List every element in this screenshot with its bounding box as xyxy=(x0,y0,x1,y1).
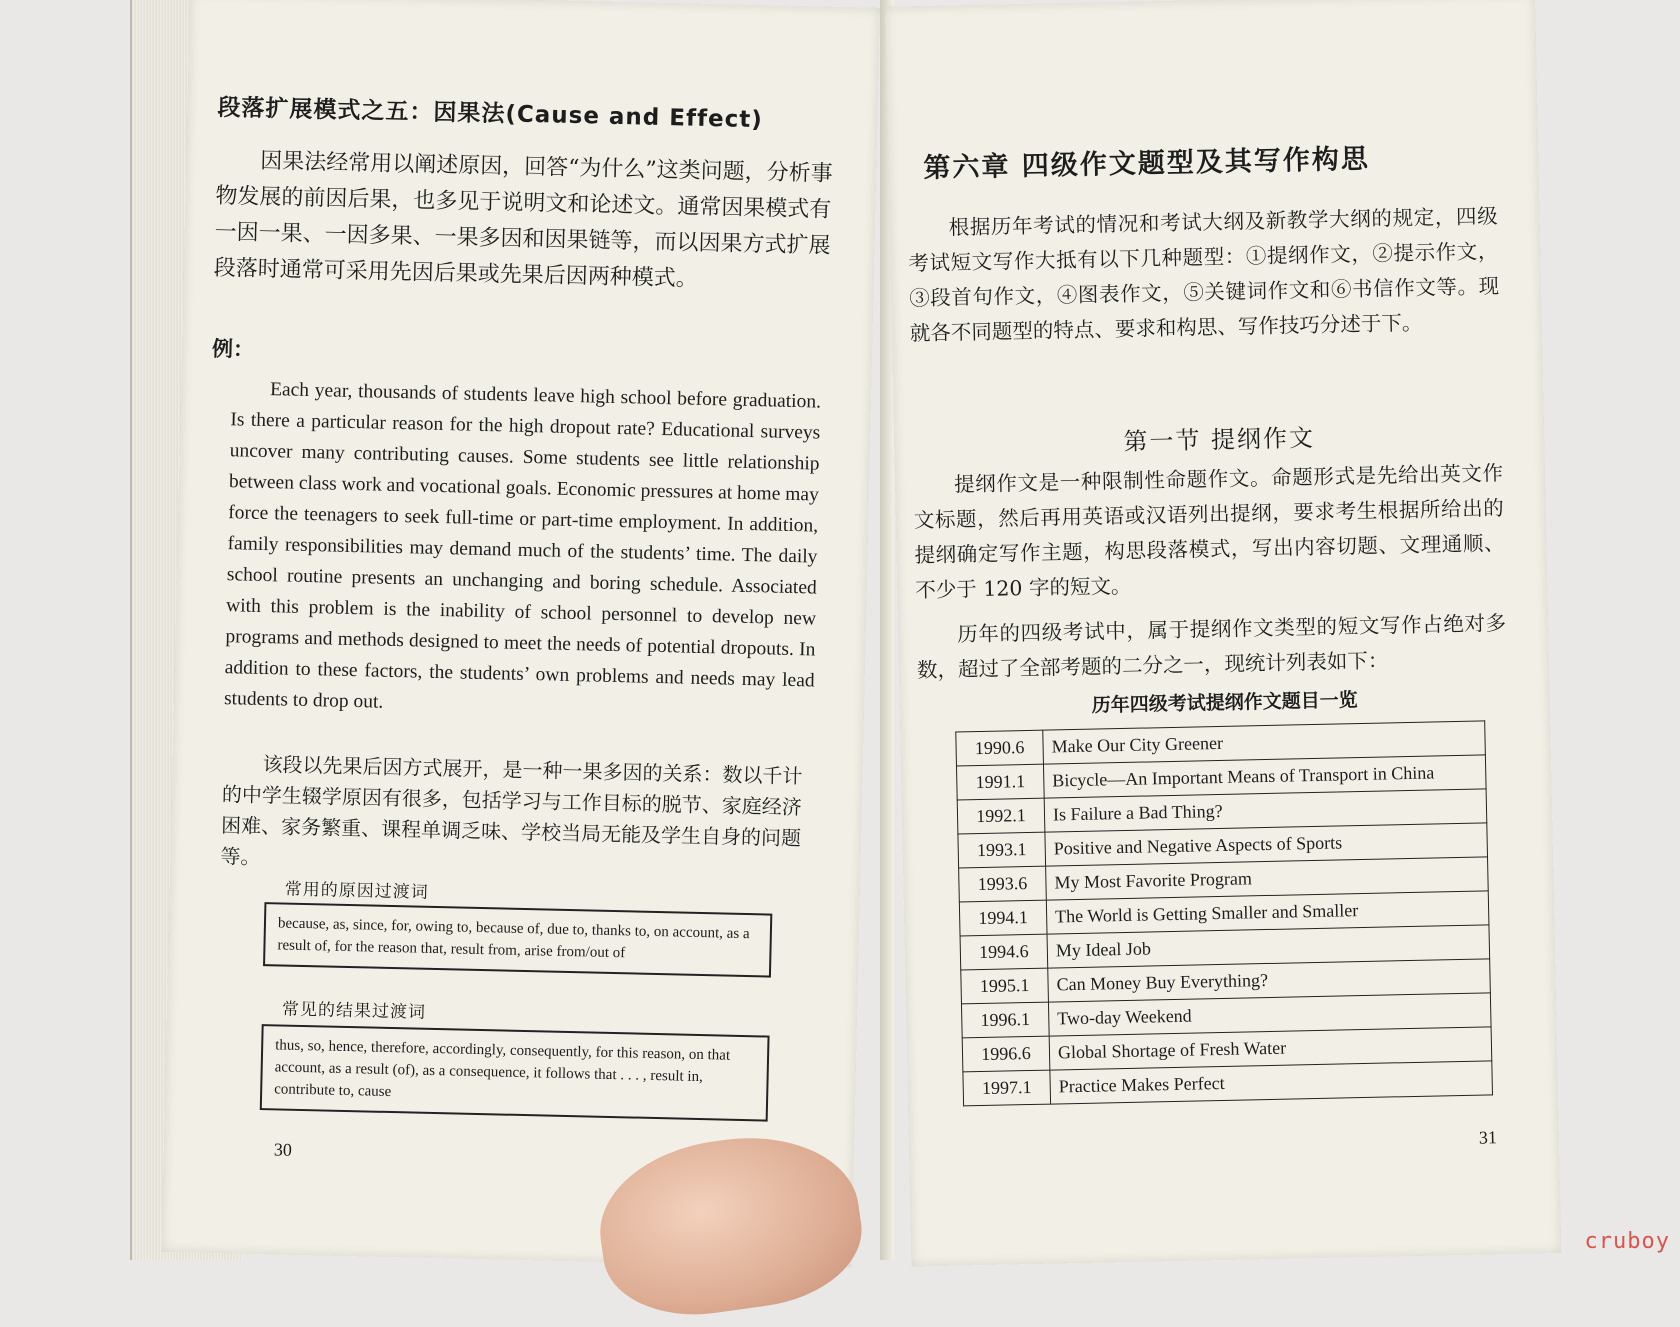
table-cell-title: Positive and Negative Aspects of Sports xyxy=(1045,823,1488,866)
right-page xyxy=(885,0,1561,1267)
page-number-right: 31 xyxy=(1479,1127,1497,1148)
section-title: 第一节 提纲作文 xyxy=(894,413,1545,462)
section-intro: 提纲作文是一种限制性命题作文。命题形式是先给出英文作文标题，然后再用英语或汉语列出提纲，要求考生根据所给出的提纲确定写作主题，构思段落模式，写出内容切题、文理通顺、不少于 120 字的短文。 xyxy=(913,456,1506,608)
example-paragraph: Each year, thousands of students leave high school before graduation. Is there a particular reason for the high dropout rate? Educational surveys uncover many contributing causes. Some students see little relationship between class work and vocational goals. Economic pressures at home may force the teenagers to seek full-time or part-time employment. In addition, family responsibilities may demand much of the students’ time. The daily school routine presents an unchanging and boring schedule. Associated with this problem is the inability of school personnel to develop new programs and methods designed to meet the needs of potential dropouts. In addition to these factors, the students’ own problems and needs may lead students to drop out. xyxy=(224,373,822,727)
table-cell-year: 1994.1 xyxy=(959,900,1047,936)
table-cell-year: 1992.1 xyxy=(957,798,1045,834)
analysis-paragraph: 该段以先果后因方式展开，是一种一果多因的关系：数以千计的中学生辍学原因有很多，包括学习与工作目标的脱节、家庭经济困难、家务繁重、课程单调乏味、学校当局无能及学生自身的问题等。 xyxy=(220,748,813,885)
table-cell-year: 1994.6 xyxy=(960,934,1048,970)
table-caption: 历年四级考试提纲作文题目一览 xyxy=(899,681,1549,722)
table-cell-year: 1996.6 xyxy=(962,1036,1050,1072)
table-cell-year: 1997.1 xyxy=(963,1070,1051,1106)
table-cell-year: 1996.1 xyxy=(961,1002,1049,1038)
cause-words-title: 常用的原因过渡词 xyxy=(285,875,430,903)
section-heading: 段落扩展模式之五：因果法(Cause and Effect) xyxy=(217,89,763,134)
intro-paragraph: 因果法经常用以阐述原因，回答“为什么”这类问题，分析事物发展的前因后果，也多见于说明文和论述文。通常因果模式有一因一果、一因多果、一果多因和因果链等，而以因果方式扩展段落时通常可采用先因后果或先果后因两种模式。 xyxy=(213,143,836,301)
table-cell-year: 1991.1 xyxy=(956,764,1044,800)
table-cell-year: 1993.6 xyxy=(959,866,1047,902)
table-cell-title: The World is Getting Smaller and Smaller xyxy=(1046,891,1489,934)
table-cell-title: Bicycle—An Important Means of Transport in China xyxy=(1043,755,1486,798)
table-cell-title: Can Money Buy Everything? xyxy=(1048,959,1491,1002)
table-cell-title: Practice Makes Perfect xyxy=(1050,1061,1493,1104)
example-label: 例： xyxy=(212,333,255,364)
topic-table xyxy=(955,720,1493,1106)
table-cell-title: My Ideal Job xyxy=(1047,925,1490,968)
open-book xyxy=(60,0,1620,1260)
table-cell-year: 1995.1 xyxy=(961,968,1049,1004)
cause-words-box: because, as, since, for, owing to, because of, due to, thanks to, on account, as a result of, for the reason that, result from, arise from/out of xyxy=(263,902,772,978)
watermark: cruboy xyxy=(1585,1229,1670,1254)
table-cell-year: 1990.6 xyxy=(956,730,1044,766)
effect-words-title: 常见的结果过渡词 xyxy=(282,995,427,1023)
table-cell-title: Global Shortage of Fresh Water xyxy=(1049,1027,1492,1070)
table-cell-title: Make Our City Greener xyxy=(1043,721,1486,764)
chapter-title: 第六章 四级作文题型及其写作构思 xyxy=(923,137,1370,185)
section-stats: 历年的四级考试中，属于提纲作文类型的短文写作占绝对多数，超过了全部考题的二分之一，现统计列表如下： xyxy=(916,606,1507,688)
left-page xyxy=(162,0,880,1268)
table-cell-title: Two-day Weekend xyxy=(1048,993,1491,1036)
table-cell-title: Is Failure a Bad Thing? xyxy=(1044,789,1487,832)
chapter-intro: 根据历年考试的情况和考试大纲及新教学大纲的规定，四级考试短文写作大抵有以下几种题型：①提纲作文，②提示作文，③段首句作文，④图表作文，⑤关键词作文和⑥书信作文等。现就各不同题型的特点、要求和构思、写作技巧分述于下。 xyxy=(907,199,1500,351)
table-cell-year: 1993.1 xyxy=(958,832,1046,868)
effect-words-box: thus, so, hence, therefore, accordingly, consequently, for this reason, on that account, as a result (of), as a consequence, it follows that . . . , result in, contribute to, cause xyxy=(260,1024,770,1122)
table-cell-title: My Most Favorite Program xyxy=(1046,857,1489,900)
page-number-left: 30 xyxy=(274,1139,292,1160)
